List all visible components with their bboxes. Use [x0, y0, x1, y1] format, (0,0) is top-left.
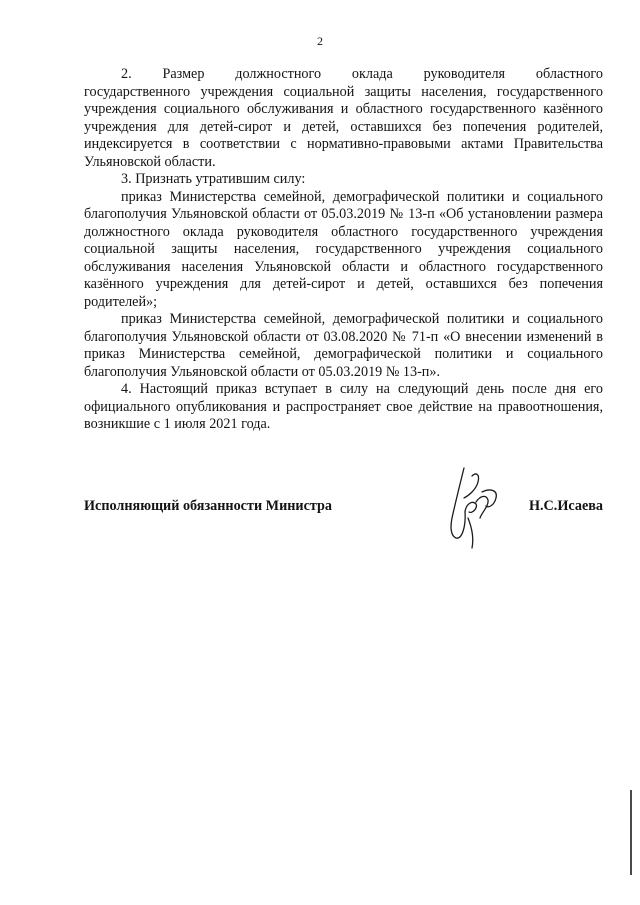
- scan-edge-line: [630, 790, 632, 875]
- paragraph-3-repeal-heading: 3. Признать утратившим силу:: [121, 171, 306, 187]
- signer-position: Исполняющий обязанности Министра: [84, 498, 333, 514]
- handwritten-signature: [442, 462, 510, 554]
- signature-block: [84, 498, 603, 518]
- paragraph-repealed-order-71p: приказ Министерства семейной, демографической политики и социального благополучия Ульяновской области от 03.08.2020 № 71-п «О внесении изменений в приказ Министерства семейной, демографической политики и социального благополучия Ульяновской области от 05.03.2019 № 13-п».: [84, 311, 603, 380]
- paragraph-4-entry-into-force: 4. Настоящий приказ вступает в силу на следующий день после дня его официального опубликования и распространяет свое действие на правоотношения, возникшие с 1 июля 2021 года.: [84, 381, 603, 432]
- paragraph-repealed-order-13p: приказ Министерства семейной, демографической политики и социального благополучия Ульяновской области от 05.03.2019 № 13-п «Об установлении размера должностного оклада руководителя областного государственного учреждения социальной защиты населения, государственного учреждения социального обслуживания населения Ульяновской области и областного государственного казённого учреждения для детей-сирот и детей, оставшихся без попечения родителей»;: [84, 188, 603, 310]
- paragraph-2-salary-indexation: 2. Размер должностного оклада руководителя областного государственного учреждения социальной защиты населения, государственного учреждения социального обслуживания и областного государственного казённого учреждения для детей-сирот и детей, оставшихся без попечения родителей, индексируется в соответствии с нормативно-правовыми актами Правительства Ульяновской области.: [84, 66, 603, 170]
- order-body-text: [84, 66, 603, 434]
- signer-name: Н.С.Исаева: [528, 498, 603, 514]
- page-number: 2: [317, 34, 323, 48]
